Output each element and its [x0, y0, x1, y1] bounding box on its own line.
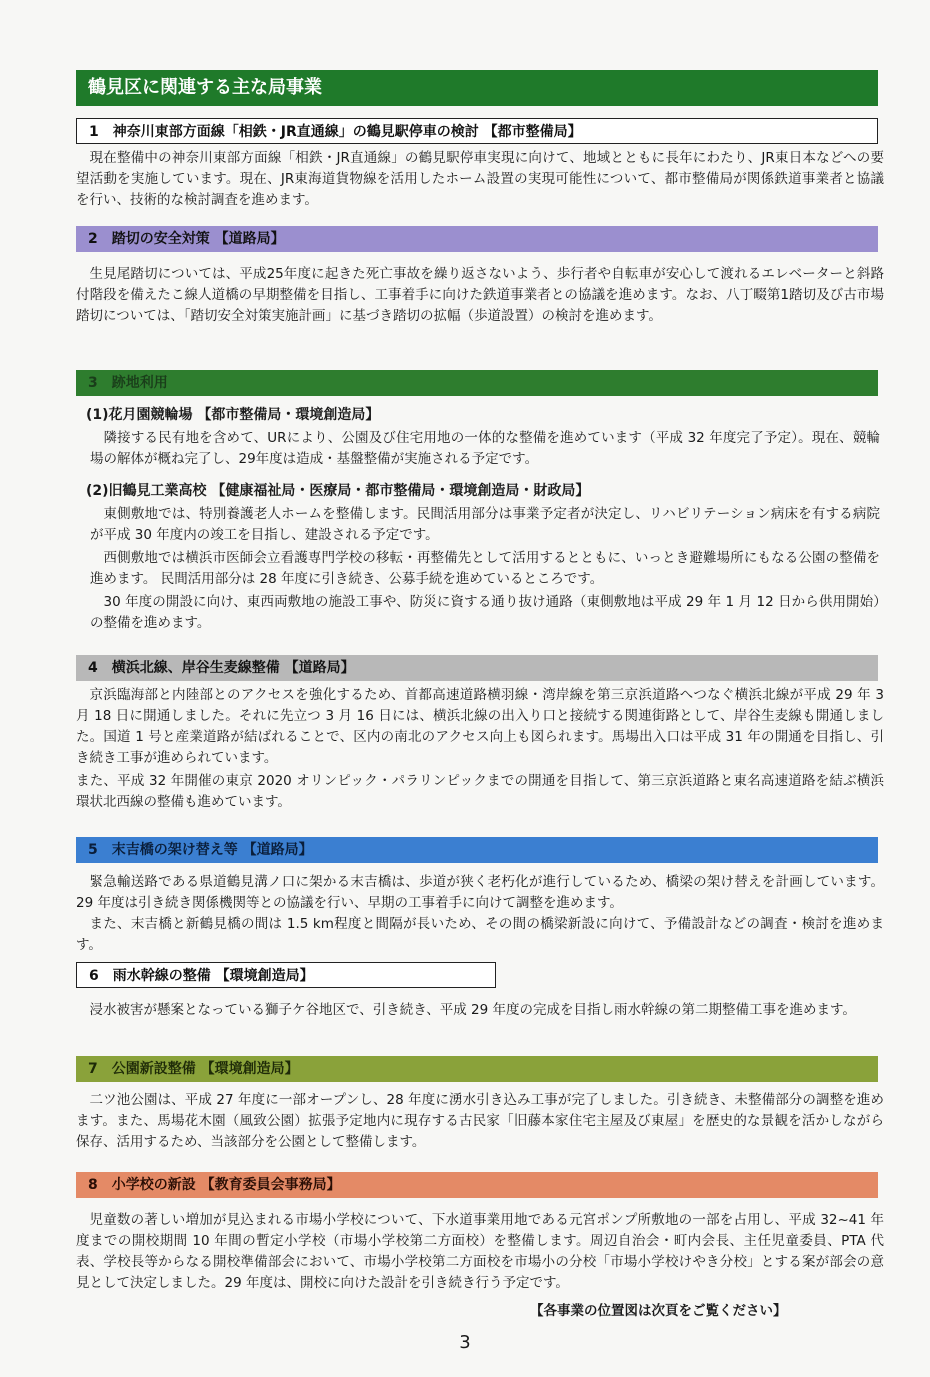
subsection-2-title: (2)旧鶴見工業高校 【健康福祉局・医療局・都市整備局・環境創造局・財政局】 — [86, 483, 590, 499]
section-8-heading: 8 小学校の新設 【教育委員会事務局】 — [76, 1172, 878, 1198]
subsection-2-text-2: 西側敷地では横浜市医師会立看護専門学校の移転・再整備先として活用するとともに、いっとき避難場所にもなる公園の整備を進めます。 民間活用部分は 28 年度に引き続き、公募手続を進めているところです。 — [90, 550, 880, 587]
section-4-text-1: 京浜臨海部と内陸部とのアクセスを強化するため、首都高速道路横羽線・湾岸線を第三京浜道路へつなぐ横浜北線が平成 29 年 3 月 18 日に開通しました。それに先立つ 3 月 16 日には、横浜北線の出入り口と接続する関連街路として、岸谷生麦線も開通しました。国道 1 号と産業道路が結ばれることで、区内の南北のアクセス向上も図られます。馬場出入口は平成 31 年の開通を目指し、引き続き工事が進められています。 — [76, 687, 884, 766]
subsection-2-text-1: 東側敷地では、特別養護老人ホームを整備します。民間活用部分は事業予定者が決定し、リハビリテーション病床を有する病院が平成 30 年度内の竣工を目指し、建設される予定です。 — [90, 506, 880, 543]
section-8-text: 児童数の著しい増加が見込まれる市場小学校について、下水道事業用地である元宮ポンプ所敷地の一部を占用し、平成 32~41 年度までの開校期間 10 年間の暫定小学校（市場小学校第二方面校）を整備します。周辺自治会・町内会長、主任児童委員、PTA 代表、学校長等からなる開校準備部会において、市場小学校第二方面校を市場小の分校「市場小学校けやき分校」とする案が部会の意見として決定しました。29 年度は、開校に向けた設計を引き続き行う予定です。 — [76, 1212, 884, 1291]
section-5-text-1: 緊急輸送路である県道鶴見溝ノ口に架かる末吉橋は、歩道が狭く老朽化が進行しているため、橋梁の架け替えを計画しています。29 年度は引き続き関係機関等との協議を行い、早期の工事着手に向けて調整を進めます。 — [76, 874, 884, 911]
section-7-heading: 7 公園新設整備 【環境創造局】 — [76, 1056, 878, 1082]
page-number: 3 — [459, 1332, 471, 1353]
footer-note: 【各事業の位置図は次頁をご覧ください】 — [530, 1303, 787, 1319]
section-1-text: 現在整備中の神奈川東部方面線「相鉄・JR直通線」の鶴見駅停車実現に向けて、地域とともに長年にわたり、JR東日本などへの要望活動を実施しています。現在、JR東海道貨物線を活用したホーム設置の実現可能性について、都市整備局が関係鉄道事業者と協議を行い、技術的な検討調査を進めます。 — [76, 150, 884, 208]
section-5-text-2: また、末吉橋と新鶴見橋の間は 1.5 km程度と間隔が長いため、その間の橋梁新設に向けて、予備設計などの調査・検討を進めます。 — [76, 916, 884, 953]
section-4-text-2: また、平成 32 年開催の東京 2020 オリンピック・パラリンピックまでの開通を目指して、第三京浜道路と東名高速道路を結ぶ横浜環状北西線の整備も進めています。 — [76, 773, 884, 810]
section-6-text: 浸水被害が懸案となっている獅子ケ谷地区で、引き続き、平成 29 年度の完成を目指し雨水幹線の第二期整備工事を進めます。 — [89, 1002, 856, 1018]
section-2-heading: 2 踏切の安全対策 【道路局】 — [76, 226, 878, 252]
subsection-1-text: 隣接する民有地を含めて、URにより、公園及び住宅用地の一体的な整備を進めています（平成 32 年度完了予定）。現在、競輪場の解体が概ね完了し、29年度は造成・基盤整備が実施される予定です。 — [90, 430, 880, 467]
section-5-heading: 5 末吉橋の架け替え等 【道路局】 — [76, 837, 878, 863]
section-3-heading: 3 跡地利用 — [76, 370, 878, 396]
subsection-2-text-3: 30 年度の開設に向け、東西両敷地の施設工事や、防災に資する通り抜け通路（東側敷地は平成 29 年 1 月 12 日から供用開始）の整備を進めます。 — [90, 594, 880, 631]
section-7-text: 二ツ池公園は、平成 27 年度に一部オープンし、28 年度に湧水引き込み工事が完了しました。引き続き、未整備部分の調整を進めます。また、馬場花木園（風致公園）拡張予定地内に現存する古民家「旧藤本家住宅主屋及び東屋」を歴史的な景観を活かしながら保存、活用するため、当該部分を公園として整備します。 — [76, 1092, 884, 1150]
section-1-heading: 1 神奈川東部方面線「相鉄・JR直通線」の鶴見駅停車の検討 【都市整備局】 — [76, 118, 878, 144]
section-2-text: 生見尾踏切については、平成25年度に起きた死亡事故を繰り返さないよう、歩行者や自転車が安心して渡れるエレベーターと斜路付階段を備えたこ線人道橋の早期整備を目指し、工事着手に向けた鉄道事業者との協議を進めます。なお、八丁畷第1踏切及び古市場踏切については、「踏切安全対策実施計画」に基づき踏切の拡幅（歩道設置）の検討を進めます。 — [76, 266, 884, 324]
subsection-1-title: (1)花月園競輪場 【都市整備局・環境創造局】 — [86, 407, 380, 423]
section-4-heading: 4 横浜北線、岸谷生麦線整備 【道路局】 — [76, 655, 878, 681]
page-title: 鶴見区に関連する主な局事業 — [76, 70, 878, 106]
section-6-heading: 6 雨水幹線の整備 【環境創造局】 — [76, 962, 496, 988]
